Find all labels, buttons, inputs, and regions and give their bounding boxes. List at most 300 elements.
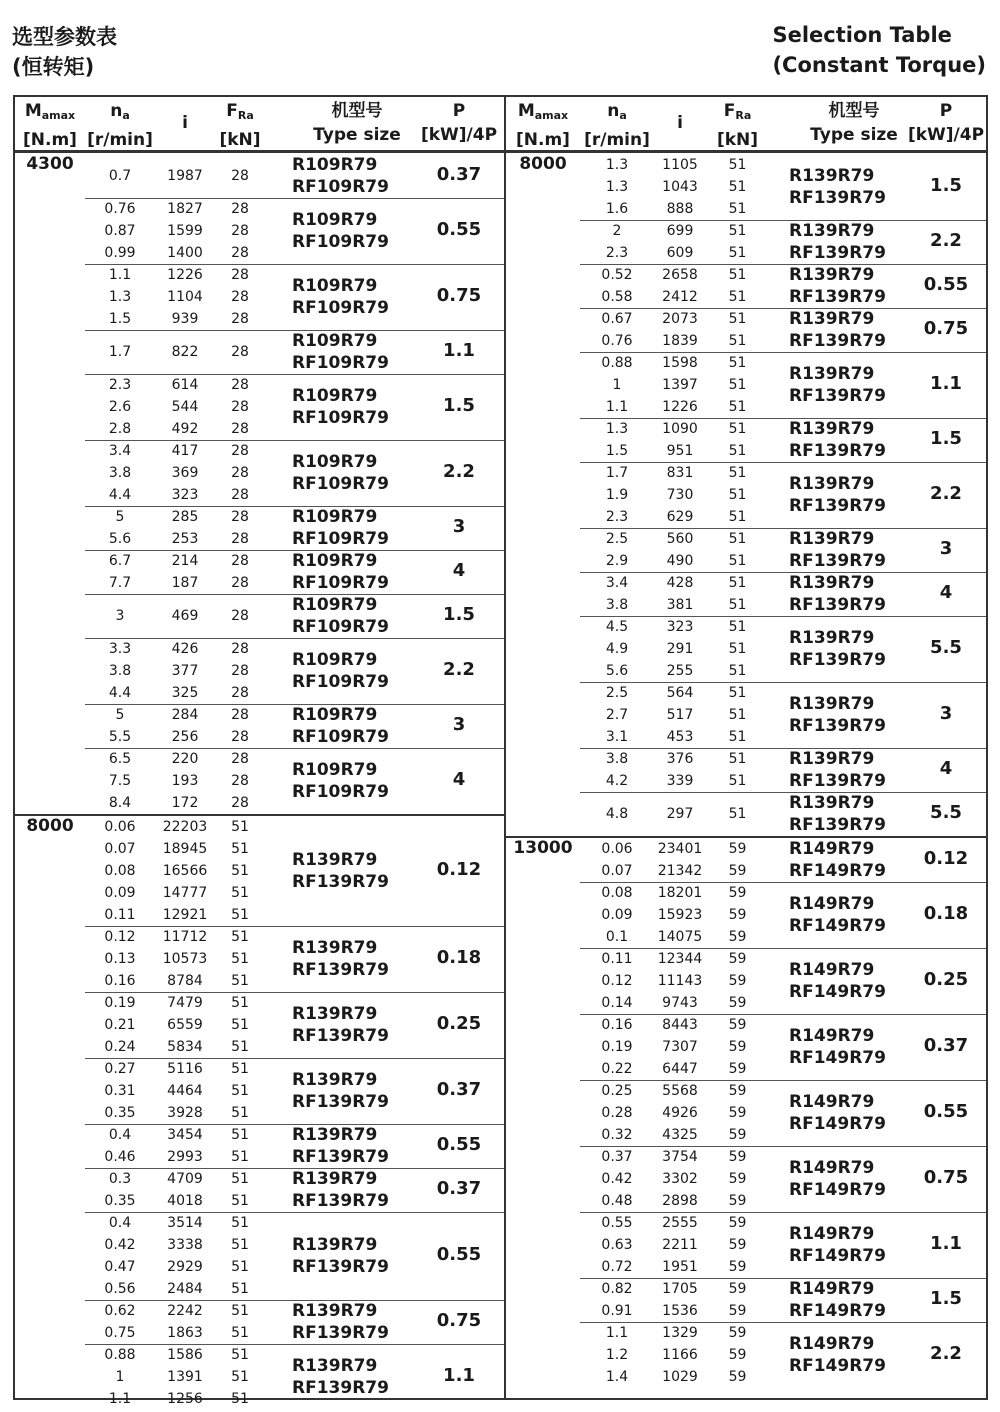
cell-na: 0.7 [108, 168, 132, 184]
cell-na: 0.63 [601, 1237, 633, 1253]
type-size-r: R139R79 [789, 749, 875, 769]
cell-na: 0.87 [104, 223, 136, 239]
type-size [789, 363, 886, 407]
type-size [789, 264, 886, 308]
type-size [292, 385, 389, 429]
cell-fra: 51 [728, 355, 747, 371]
cell-ratio: 3928 [167, 1105, 203, 1121]
type-size-rf: RF109R79 [292, 474, 389, 494]
cell-ratio: 5568 [662, 1083, 698, 1099]
cell-na: 7.5 [108, 773, 132, 789]
header-type-cn: 机型号 [331, 101, 383, 121]
cell-fra: 59 [728, 1325, 747, 1341]
cell-na: 1.6 [605, 201, 629, 217]
type-size [789, 959, 886, 1003]
cell-na: 6.7 [108, 553, 132, 569]
power-value: 1.5 [443, 395, 475, 416]
header-na-unit: [r/min] [87, 130, 153, 150]
type-size-rf: RF139R79 [292, 1147, 389, 1167]
cell-ratio: 417 [171, 443, 199, 459]
type-size-rf: RF109R79 [292, 408, 389, 428]
cell-ratio: 2898 [662, 1193, 698, 1209]
type-size [292, 330, 389, 374]
cell-na: 1.3 [605, 157, 629, 173]
power-value: 4 [939, 582, 953, 603]
type-size-rf: RF109R79 [292, 672, 389, 692]
cell-fra: 51 [728, 663, 747, 679]
type-size-rf: RF139R79 [292, 1323, 389, 1343]
cell-na: 1.7 [605, 465, 629, 481]
cell-fra: 59 [728, 1171, 747, 1187]
cell-na: 0.06 [104, 819, 136, 835]
cell-na: 7.7 [108, 575, 132, 591]
cell-ratio: 3754 [662, 1149, 698, 1165]
cell-na: 1.1 [605, 1325, 629, 1341]
cell-na: 0.82 [601, 1281, 633, 1297]
cell-na: 0.52 [601, 267, 633, 283]
cell-fra: 51 [231, 841, 249, 857]
power-value: 3 [939, 703, 953, 724]
cell-fra: 28 [231, 531, 249, 547]
cell-ratio: 1536 [662, 1303, 698, 1319]
type-size-rf: RF109R79 [292, 727, 389, 747]
cell-na: 0.12 [104, 929, 136, 945]
type-size [789, 1333, 886, 1377]
cell-na: 4.5 [605, 619, 629, 635]
cell-na: 0.1 [605, 929, 629, 945]
cell-na: 0.32 [601, 1127, 633, 1143]
power-value: 0.37 [436, 164, 482, 185]
cell-na: 3.8 [108, 465, 132, 481]
cell-ratio: 1104 [167, 289, 203, 305]
cell-ratio: 614 [171, 377, 199, 393]
type-size [789, 748, 886, 792]
power-value: 2.2 [930, 483, 962, 504]
power-value: 0.12 [436, 859, 482, 880]
cell-ratio: 560 [666, 531, 694, 547]
type-size [292, 1355, 389, 1399]
cell-fra: 59 [728, 929, 747, 945]
cell-ratio: 193 [171, 773, 199, 789]
type-size [292, 849, 389, 893]
cell-na: 2.3 [605, 245, 629, 261]
header-type-size [789, 99, 919, 157]
cell-na: 1.7 [108, 344, 132, 360]
cell-ratio: 220 [171, 751, 199, 767]
cell-ratio: 3302 [662, 1171, 698, 1187]
type-size [292, 649, 389, 693]
cell-fra: 59 [728, 1017, 747, 1033]
cell-na: 4.2 [605, 773, 629, 789]
cell-na: 0.16 [601, 1017, 633, 1033]
cell-fra: 28 [231, 168, 249, 184]
cell-na: 1.1 [605, 399, 629, 415]
cell-fra: 51 [728, 597, 747, 613]
cell-na: 3.4 [108, 443, 132, 459]
power-value: 0.18 [923, 903, 969, 924]
cell-ratio: 1400 [167, 245, 203, 261]
cell-fra: 51 [728, 729, 747, 745]
type-size-r: R139R79 [292, 1125, 378, 1145]
cell-fra: 28 [231, 553, 249, 569]
cell-na: 3.8 [108, 663, 132, 679]
cell-fra: 59 [728, 1281, 747, 1297]
cell-na: 0.09 [601, 907, 633, 923]
column-divider [504, 95, 506, 1400]
type-size [292, 1003, 389, 1047]
cell-ratio: 1705 [662, 1281, 698, 1297]
cell-na: 1 [115, 1369, 125, 1385]
cell-ratio: 5116 [167, 1061, 203, 1077]
type-size [292, 594, 389, 638]
type-size-rf: RF109R79 [292, 573, 389, 593]
cell-ratio: 517 [666, 707, 694, 723]
cell-ratio: 490 [666, 553, 694, 569]
cell-ratio: 12344 [657, 951, 703, 967]
header-mamax-unit: [N.m] [516, 130, 570, 150]
header-fra-symbol: F [723, 101, 736, 121]
title-cn-line2: (恒转矩) [12, 55, 95, 79]
type-size-r: R109R79 [292, 452, 378, 472]
cell-na: 0.67 [601, 311, 633, 327]
cell-na: 4.4 [108, 685, 132, 701]
cell-ratio: 469 [171, 608, 199, 624]
cell-fra: 59 [728, 1127, 747, 1143]
cell-na: 4.8 [605, 806, 629, 822]
cell-fra: 28 [231, 289, 249, 305]
cell-fra: 51 [231, 1171, 249, 1187]
cell-ratio: 1105 [662, 157, 698, 173]
cell-fra: 59 [728, 995, 747, 1011]
cell-ratio: 8784 [167, 973, 203, 989]
header-power [418, 99, 500, 157]
type-size-rf: RF139R79 [789, 650, 886, 670]
type-size-rf: RF149R79 [789, 1180, 886, 1200]
cell-fra: 51 [728, 509, 747, 525]
header-fra-symbol: F [226, 101, 238, 121]
mamax-value: 4300 [26, 154, 74, 174]
type-size-r: R139R79 [292, 1169, 378, 1189]
header-mamax-symbol: M [517, 101, 535, 121]
cell-fra: 51 [728, 201, 747, 217]
cell-na: 0.4 [108, 1127, 132, 1143]
power-value: 1.1 [443, 1365, 475, 1386]
cell-ratio: 492 [171, 421, 199, 437]
header-p-unit: [kW]/4P [420, 125, 498, 145]
cell-na: 1.1 [108, 267, 132, 283]
cell-na: 0.12 [601, 973, 633, 989]
cell-fra: 51 [231, 1061, 249, 1077]
cell-ratio: 253 [171, 531, 199, 547]
cell-ratio: 2929 [167, 1259, 203, 1275]
type-size-rf: RF109R79 [292, 782, 389, 802]
cell-fra: 28 [231, 707, 249, 723]
type-size-rf: RF139R79 [292, 960, 389, 980]
power-value: 0.25 [436, 1013, 482, 1034]
header-rule [15, 150, 504, 153]
cell-fra: 51 [231, 1149, 249, 1165]
cell-na: 3.3 [108, 641, 132, 657]
cell-na: 0.27 [104, 1061, 136, 1077]
cell-ratio: 1598 [662, 355, 698, 371]
cell-fra: 51 [728, 267, 747, 283]
cell-fra: 51 [728, 289, 747, 305]
cell-fra: 51 [231, 1127, 249, 1143]
type-size [292, 1069, 389, 1113]
mamax-value: 8000 [519, 154, 567, 174]
cell-na: 5.6 [108, 531, 132, 547]
cell-fra: 28 [231, 267, 249, 283]
cell-fra: 28 [231, 641, 249, 657]
cell-na: 0.88 [104, 1347, 136, 1363]
cell-ratio: 256 [171, 729, 199, 745]
power-value: 1.1 [443, 340, 475, 361]
cell-ratio: 2242 [167, 1303, 203, 1319]
cell-ratio: 291 [666, 641, 694, 657]
power-value: 4 [452, 769, 466, 790]
type-size-r: R149R79 [789, 960, 875, 980]
cell-fra: 51 [231, 995, 249, 1011]
power-value: 1.1 [930, 1233, 962, 1254]
cell-ratio: 3338 [167, 1237, 203, 1253]
cell-ratio: 453 [666, 729, 694, 745]
cell-fra: 28 [231, 751, 249, 767]
cell-fra: 28 [231, 729, 249, 745]
cell-ratio: 544 [171, 399, 199, 415]
cell-ratio: 10573 [162, 951, 208, 967]
header-p-symbol: P [452, 101, 466, 121]
cell-fra: 51 [728, 399, 747, 415]
type-size-r: R139R79 [292, 1004, 378, 1024]
cell-na: 0.76 [104, 201, 136, 217]
header-mamax-unit: [N.m] [23, 130, 77, 150]
cell-na: 5.6 [605, 663, 629, 679]
type-size-rf: RF139R79 [292, 1191, 389, 1211]
power-value: 0.25 [923, 969, 969, 990]
cell-fra: 51 [231, 1105, 249, 1121]
type-size [292, 275, 389, 319]
type-size-rf: RF139R79 [292, 1092, 389, 1112]
cell-ratio: 4926 [662, 1105, 698, 1121]
cell-ratio: 8443 [662, 1017, 698, 1033]
cell-fra: 28 [231, 487, 249, 503]
power-value: 0.75 [923, 318, 969, 339]
cell-fra: 59 [728, 1039, 747, 1055]
cell-ratio: 323 [171, 487, 199, 503]
title-en-line1: Selection Table [772, 23, 952, 47]
type-size-r: R139R79 [789, 694, 875, 714]
type-size-r: R139R79 [789, 793, 875, 813]
type-size-r: R149R79 [789, 839, 875, 859]
type-size-r: R109R79 [292, 705, 378, 725]
cell-fra: 28 [231, 575, 249, 591]
header-na-symbol: n [110, 101, 123, 121]
cell-fra: 51 [728, 179, 747, 195]
cell-na: 1.5 [605, 443, 629, 459]
header-fra [710, 99, 765, 149]
type-size-r: R149R79 [789, 1334, 875, 1354]
type-size-r: R139R79 [789, 221, 875, 241]
cell-ratio: 214 [171, 553, 199, 569]
cell-ratio: 11712 [162, 929, 208, 945]
type-size-rf: RF139R79 [292, 872, 389, 892]
power-value: 0.75 [923, 1167, 969, 1188]
cell-fra: 51 [231, 1281, 249, 1297]
cell-na: 0.08 [601, 885, 633, 901]
cell-ratio: 1827 [167, 201, 203, 217]
cell-na: 0.42 [104, 1237, 136, 1253]
power-value: 2.2 [443, 461, 475, 482]
cell-ratio: 6559 [167, 1017, 203, 1033]
cell-na: 0.31 [104, 1083, 136, 1099]
cell-ratio: 23401 [657, 841, 703, 857]
cell-fra: 59 [728, 1105, 747, 1121]
cell-fra: 51 [728, 157, 747, 173]
power-value: 1.5 [443, 604, 475, 625]
cell-ratio: 9743 [662, 995, 698, 1011]
cell-fra: 51 [231, 973, 249, 989]
type-size-rf: RF139R79 [292, 1026, 389, 1046]
cell-fra: 28 [231, 773, 249, 789]
cell-ratio: 285 [171, 509, 199, 525]
type-size-r: R139R79 [292, 1301, 378, 1321]
cell-fra: 28 [231, 608, 249, 624]
cell-fra: 51 [231, 1369, 249, 1385]
cell-fra: 59 [728, 841, 747, 857]
cell-ratio: 699 [666, 223, 694, 239]
power-value: 2.2 [930, 1343, 962, 1364]
header-i: i [182, 113, 188, 133]
cell-fra: 59 [728, 1259, 747, 1275]
cell-ratio: 939 [171, 311, 199, 327]
cell-fra: 28 [231, 421, 249, 437]
power-value: 5.5 [930, 802, 962, 823]
cell-ratio: 1090 [662, 421, 698, 437]
cell-ratio: 2658 [662, 267, 698, 283]
cell-ratio: 339 [666, 773, 694, 789]
type-size-rf: RF109R79 [292, 298, 389, 318]
cell-fra: 28 [231, 509, 249, 525]
header-type-size [292, 99, 422, 157]
header-fra [215, 99, 265, 149]
cell-fra: 51 [231, 885, 249, 901]
cell-fra: 51 [728, 465, 747, 481]
type-size-rf: RF139R79 [789, 771, 886, 791]
cell-fra: 59 [728, 863, 747, 879]
cell-na: 0.35 [104, 1193, 136, 1209]
type-size-r: R109R79 [292, 595, 378, 615]
cell-fra: 51 [231, 951, 249, 967]
cell-fra: 51 [728, 377, 747, 393]
cell-ratio: 14075 [657, 929, 703, 945]
title-cn [12, 22, 117, 82]
cell-ratio: 831 [666, 465, 694, 481]
type-size [789, 893, 886, 937]
cell-ratio: 822 [171, 344, 199, 360]
cell-fra: 59 [728, 973, 747, 989]
cell-ratio: 172 [171, 795, 199, 811]
header-na-unit: [r/min] [584, 130, 650, 150]
cell-na: 0.24 [104, 1039, 136, 1055]
cell-fra: 51 [728, 553, 747, 569]
type-size-rf: RF139R79 [789, 386, 886, 406]
cell-fra: 28 [231, 344, 249, 360]
cell-na: 5.5 [108, 729, 132, 745]
cell-fra: 51 [231, 1303, 249, 1319]
cell-na: 0.19 [601, 1039, 633, 1055]
type-size-r: R109R79 [292, 210, 378, 230]
cell-na: 0.62 [104, 1303, 136, 1319]
header-rule [506, 150, 986, 153]
power-value: 3 [452, 516, 466, 537]
title-en-line2: (Constant Torque) [772, 53, 986, 77]
cell-fra: 51 [231, 1347, 249, 1363]
type-size-rf: RF149R79 [789, 861, 886, 881]
cell-na: 0.22 [601, 1061, 633, 1077]
type-size-rf: RF149R79 [789, 1048, 886, 1068]
cell-na: 3.1 [605, 729, 629, 745]
power-value: 4 [452, 560, 466, 581]
power-value: 0.55 [923, 274, 969, 295]
header-type-en: Type size [810, 125, 898, 145]
cell-ratio: 3454 [167, 1127, 203, 1143]
cell-fra: 28 [231, 245, 249, 261]
power-value: 3 [452, 714, 466, 735]
cell-fra: 51 [728, 641, 747, 657]
type-size-r: R149R79 [789, 1224, 875, 1244]
cell-na: 2.3 [605, 509, 629, 525]
cell-na: 5 [115, 707, 125, 723]
cell-fra: 51 [728, 619, 747, 635]
cell-ratio: 1391 [167, 1369, 203, 1385]
cell-fra: 28 [231, 399, 249, 415]
type-size-rf: RF109R79 [292, 232, 389, 252]
type-size-r: R139R79 [292, 850, 378, 870]
type-size [789, 792, 886, 836]
cell-ratio: 2211 [662, 1237, 698, 1253]
cell-na: 0.11 [104, 907, 136, 923]
type-size-r: R109R79 [292, 507, 378, 527]
cell-ratio: 4325 [662, 1127, 698, 1143]
type-size-r: R139R79 [789, 265, 875, 285]
cell-na: 0.88 [601, 355, 633, 371]
cell-na: 0.4 [108, 1215, 132, 1231]
cell-ratio: 2484 [167, 1281, 203, 1297]
type-size [789, 838, 886, 882]
cell-ratio: 4464 [167, 1083, 203, 1099]
header-mamax-subscript: amax [534, 109, 569, 122]
cell-na: 1.3 [605, 421, 629, 437]
cell-fra: 51 [728, 531, 747, 547]
type-size [789, 1223, 886, 1267]
type-size-r: R139R79 [292, 1356, 378, 1376]
power-value: 0.18 [436, 947, 482, 968]
cell-ratio: 377 [171, 663, 199, 679]
cell-na: 0.55 [601, 1215, 633, 1231]
cell-fra: 59 [728, 885, 747, 901]
cell-na: 2 [612, 223, 622, 239]
cell-na: 1.3 [108, 289, 132, 305]
cell-ratio: 629 [666, 509, 694, 525]
cell-fra: 59 [728, 1193, 747, 1209]
power-value: 1.5 [930, 428, 962, 449]
cell-fra: 51 [231, 1325, 249, 1341]
mamax-value: 13000 [513, 838, 573, 858]
cell-fra: 51 [728, 311, 747, 327]
cell-ratio: 7479 [167, 995, 203, 1011]
cell-ratio: 187 [171, 575, 199, 591]
cell-ratio: 426 [171, 641, 199, 657]
